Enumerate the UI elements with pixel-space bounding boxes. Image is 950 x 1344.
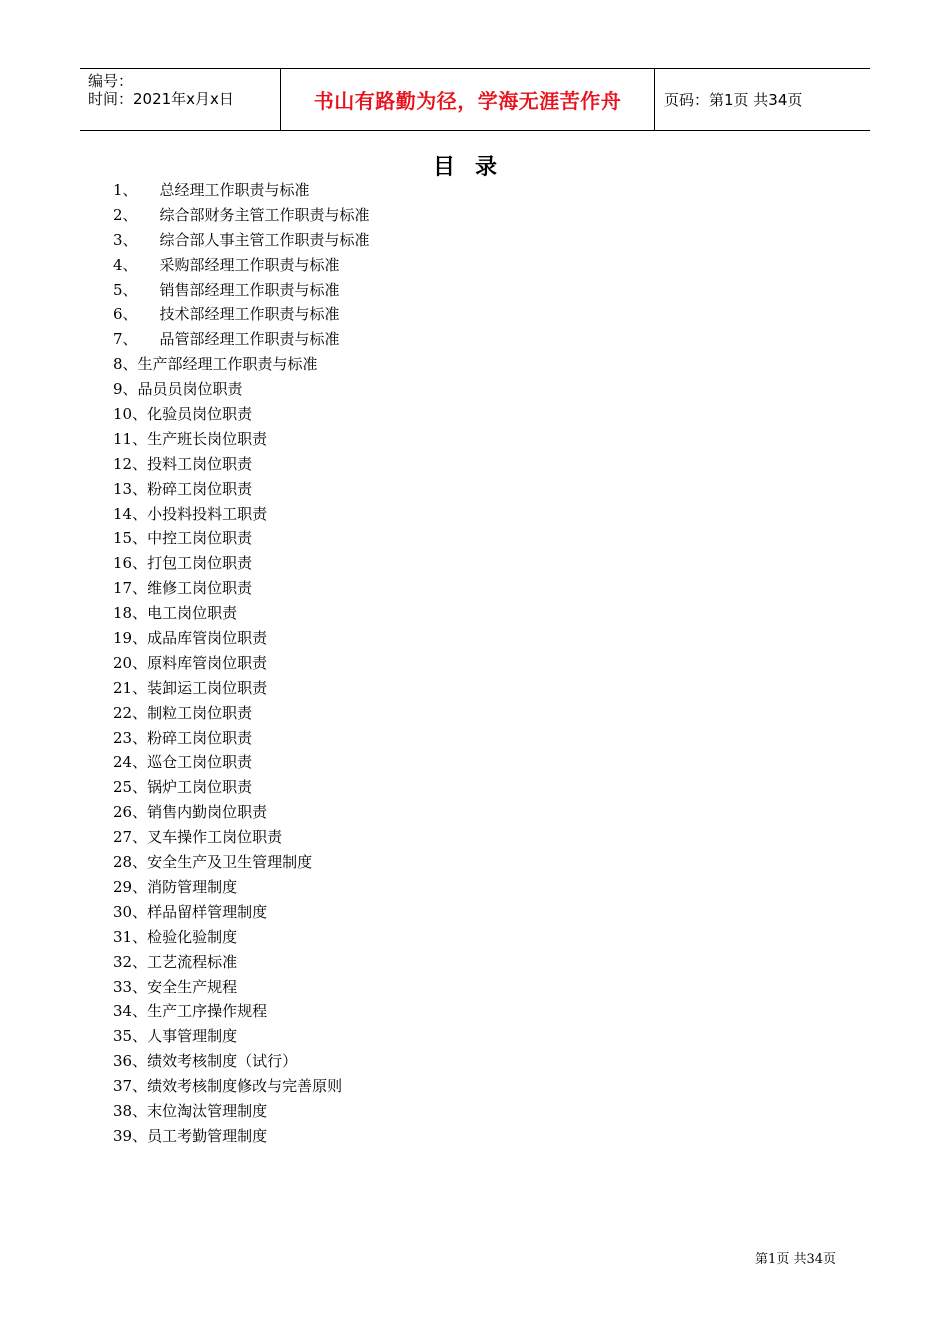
toc-item-number: 33、 <box>113 977 148 996</box>
toc-item <box>113 925 370 950</box>
toc-item-title: 综合部人事主管工作职责与标准 <box>159 230 370 249</box>
toc-item-number: 31、 <box>113 927 148 946</box>
toc-item <box>113 551 370 576</box>
toc-item <box>113 726 370 751</box>
toc-item-title: 粉碎工岗位职责 <box>147 728 253 747</box>
toc-item-title: 生产工序操作规程 <box>147 1002 268 1021</box>
toc-item <box>113 203 370 228</box>
toc-item-title: 工艺流程标准 <box>147 952 238 971</box>
header-page-info: 页码：第1页 共34页 <box>664 91 803 109</box>
toc-item-title: 员工考勤管理制度 <box>147 1126 268 1145</box>
toc-item-number: 7、 <box>113 330 138 349</box>
toc-item-number: 26、 <box>113 803 148 822</box>
toc-item-number: 1、 <box>113 181 138 199</box>
toc-item-title: 制粒工岗位职责 <box>147 703 253 722</box>
toc-item <box>113 302 370 327</box>
toc-item-title: 叉车操作工岗位职责 <box>147 828 283 847</box>
toc-item <box>113 999 370 1024</box>
toc-item-title: 采购部经理工作职责与标准 <box>159 255 340 274</box>
toc-item-title: 化验员岗位职责 <box>147 405 253 424</box>
toc-item <box>113 253 370 278</box>
toc-item-title: 原料库管岗位职责 <box>147 653 268 672</box>
toc-item <box>113 651 370 676</box>
toc-item-number: 23、 <box>113 728 148 747</box>
toc-item-number: 15、 <box>113 529 148 548</box>
toc-item-number: 12、 <box>113 454 148 473</box>
toc-item-number: 14、 <box>113 504 148 523</box>
toc-item-number: 16、 <box>113 554 148 573</box>
toc-item-number: 30、 <box>113 902 148 921</box>
toc-item-number: 21、 <box>113 678 148 697</box>
toc-item <box>113 427 370 452</box>
toc-item-title: 打包工岗位职责 <box>147 554 253 573</box>
toc-item-title: 生产班长岗位职责 <box>147 429 268 448</box>
toc-item <box>113 452 370 477</box>
toc-item-title: 销售内勤岗位职责 <box>147 803 268 822</box>
toc-item <box>113 900 370 925</box>
toc-item-title: 成品库管岗位职责 <box>147 629 268 648</box>
toc-item-title: 维修工岗位职责 <box>147 579 253 598</box>
toc-item <box>113 850 370 875</box>
toc-item-number: 5、 <box>113 280 138 299</box>
toc-item-title: 电工岗位职责 <box>147 604 238 623</box>
table-of-contents <box>113 178 370 1149</box>
toc-item-title: 品员员岗位职责 <box>137 380 243 399</box>
toc-item-number: 29、 <box>113 877 148 896</box>
toc-item-number: 11、 <box>113 429 148 448</box>
toc-item-title: 技术部经理工作职责与标准 <box>159 305 340 324</box>
toc-item <box>113 800 370 825</box>
toc-item-title: 投料工岗位职责 <box>147 454 253 473</box>
header-meta-cell <box>80 69 281 130</box>
toc-item-title: 巡仓工岗位职责 <box>147 753 253 772</box>
toc-item-title: 消防管理制度 <box>147 877 238 896</box>
toc-item <box>113 402 370 427</box>
toc-item <box>113 601 370 626</box>
toc-item <box>113 975 370 1000</box>
toc-item-number: 20、 <box>113 653 148 672</box>
toc-item-title: 生产部经理工作职责与标准 <box>137 355 318 374</box>
toc-item <box>113 1074 370 1099</box>
toc-item-title: 绩效考核制度（试行） <box>147 1052 298 1071</box>
toc-item-number: 3、 <box>113 230 138 249</box>
toc-item-title: 综合部财务主管工作职责与标准 <box>159 205 370 224</box>
toc-item <box>113 576 370 601</box>
toc-item-number: 6、 <box>113 305 138 324</box>
toc-item-number: 38、 <box>113 1101 148 1120</box>
toc-item-number: 36、 <box>113 1052 148 1071</box>
toc-item-number: 22、 <box>113 703 148 722</box>
toc-item <box>113 526 370 551</box>
toc-item <box>113 477 370 502</box>
toc-item-number: 32、 <box>113 952 148 971</box>
toc-item-title: 末位淘汰管理制度 <box>147 1101 268 1120</box>
toc-item <box>113 875 370 900</box>
toc-item-number: 24、 <box>113 753 148 772</box>
toc-item <box>113 775 370 800</box>
toc-item-number: 4、 <box>113 255 138 274</box>
toc-item <box>113 1099 370 1124</box>
toc-item-number: 13、 <box>113 479 148 498</box>
toc-item-title: 粉碎工岗位职责 <box>147 479 253 498</box>
page-title: 目录 <box>432 155 517 180</box>
toc-item-number: 2、 <box>113 205 138 224</box>
toc-item-title: 锅炉工岗位职责 <box>147 778 253 797</box>
toc-item-number: 34、 <box>113 1002 148 1021</box>
toc-item-number: 27、 <box>113 828 148 847</box>
toc-item-title: 装卸运工岗位职责 <box>147 678 268 697</box>
toc-item <box>113 950 370 975</box>
toc-item-title: 品管部经理工作职责与标准 <box>159 330 340 349</box>
toc-item <box>113 352 370 377</box>
toc-item-title: 总经理工作职责与标准 <box>159 181 310 199</box>
toc-item <box>113 502 370 527</box>
header-motto: 书山有路勤为径，学海无涯苦作舟 <box>281 69 655 130</box>
toc-item <box>113 825 370 850</box>
toc-item <box>113 1024 370 1049</box>
toc-item <box>113 701 370 726</box>
toc-item-title: 小投料投料工职责 <box>147 504 268 523</box>
footer-page-number: 第1页 共34页 <box>755 1252 836 1267</box>
toc-item <box>113 676 370 701</box>
toc-item-number: 18、 <box>113 604 148 623</box>
toc-item-title: 安全生产及卫生管理制度 <box>147 853 313 872</box>
toc-item-number: 17、 <box>113 579 148 598</box>
document-header <box>80 68 870 131</box>
toc-item-number: 39、 <box>113 1126 148 1145</box>
toc-item-number: 19、 <box>113 629 148 648</box>
toc-item-title: 样品留样管理制度 <box>147 902 268 921</box>
toc-item-title: 安全生产规程 <box>147 977 238 996</box>
toc-item <box>113 278 370 303</box>
toc-item-number: 25、 <box>113 778 148 797</box>
toc-item <box>113 750 370 775</box>
toc-item <box>113 377 370 402</box>
toc-item <box>113 626 370 651</box>
toc-item <box>113 178 370 203</box>
serial-number-label: 编号： <box>88 72 134 90</box>
toc-item-number: 9、 <box>113 380 138 399</box>
toc-item-number: 37、 <box>113 1077 148 1096</box>
toc-item-number: 8、 <box>113 355 138 374</box>
toc-item-title: 销售部经理工作职责与标准 <box>159 280 340 299</box>
toc-item-title: 检验化验制度 <box>147 927 238 946</box>
toc-item <box>113 327 370 352</box>
toc-item <box>113 228 370 253</box>
toc-item-title: 中控工岗位职责 <box>147 529 253 548</box>
toc-item-number: 28、 <box>113 853 148 872</box>
toc-item-number: 35、 <box>113 1027 148 1046</box>
toc-item-title: 绩效考核制度修改与完善原则 <box>147 1077 343 1096</box>
toc-item <box>113 1049 370 1074</box>
toc-item <box>113 1124 370 1149</box>
toc-item-title: 人事管理制度 <box>147 1027 238 1046</box>
toc-item-number: 10、 <box>113 405 148 424</box>
time-label: 时间：2021年x月x日 <box>88 90 234 108</box>
